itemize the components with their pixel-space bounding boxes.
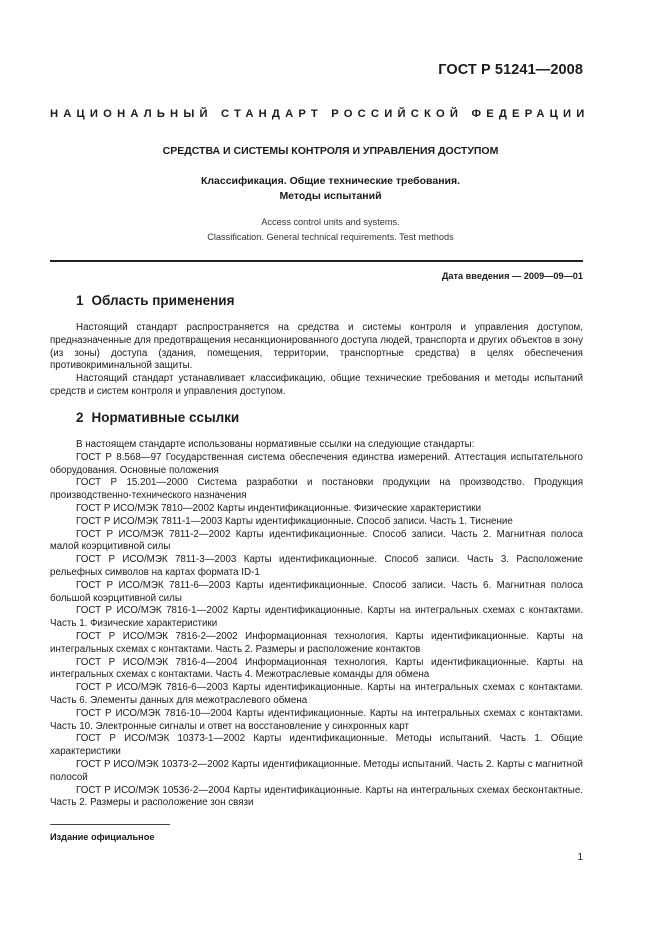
- page-number: 1: [577, 852, 583, 863]
- document-id: ГОСТ Р 51241—2008: [438, 62, 583, 78]
- english-title-line-2: Classification. General technical requirements. Test methods: [207, 232, 454, 242]
- document-title: СРЕДСТВА И СИСТЕМЫ КОНТРОЛЯ И УПРАВЛЕНИЯ ДОСТУПОМ: [162, 145, 499, 157]
- section-body: [50, 439, 583, 810]
- reference-item: ГОСТ Р ИСО/МЭК 10373-2—2002 Карты идентификационные. Методы испытаний. Часть 2. Карты с магнитной полосой: [50, 758, 583, 783]
- english-title-line-1: Access control units and systems.: [261, 217, 400, 227]
- paragraph: Настоящий стандарт устанавливает классификацию, общие технические требования и методы испытаний средств и систем контроля и управления доступом.: [50, 373, 583, 397]
- reference-item: ГОСТ Р ИСО/МЭК 10373-1—2002 Карты идентификационные. Методы испытаний. Часть 1. Общие характеристики: [50, 733, 583, 758]
- paragraph: Настоящий стандарт распространяется на средства и системы контроля и управления доступом, предназначенные для предотвращения несанкционированного доступа людей, транспорта и других объектов в зону (из зоны) доступа (здания, помещения, территории, транспортные средства) в целях обеспечения противокриминальной защиты.: [50, 322, 583, 372]
- english-title: [0, 215, 661, 245]
- section-heading: [76, 293, 234, 308]
- official-edition-label: Издание официальное: [50, 832, 155, 842]
- title-divider: [50, 260, 583, 262]
- footer-divider: [50, 824, 170, 825]
- reference-item: ГОСТ Р ИСО/МЭК 7816-2—2002 Информационная технология. Карты идентификационные. Карты на интегральных схемах с контактами. Часть 2. Размеры и расположение контактов: [50, 630, 583, 655]
- section-title: Нормативные ссылки: [91, 410, 240, 425]
- reference-item: ГОСТ Р ИСО/МЭК 7811-1—2003 Карты идентификационные. Способ записи. Часть 1. Тиснение: [76, 515, 513, 527]
- subtitle-line-1: Классификация. Общие технические требования.: [200, 175, 461, 187]
- reference-item: ГОСТ Р 8.568—97 Государственная система обеспечения единства измерений. Аттестация испытательного оборудования. Основные положения: [50, 451, 583, 476]
- reference-item: ГОСТ Р ИСО/МЭК 7816-6—2003 Карты идентификационные. Карты на интегральных схемах с контактами. Часть 6. Элементы данных для межотраслевого обмена: [50, 682, 583, 706]
- reference-item: ГОСТ Р ИСО/МЭК 7810—2002 Карты индентификационные. Физические характеристики: [76, 502, 482, 514]
- paragraph: В настоящем стандарте использованы нормативные ссылки на следующие стандарты:: [76, 439, 475, 450]
- reference-item: ГОСТ Р ИСО/МЭК 7816-4—2004 Информационная технология. Карты идентификационные. Карты на интегральных схемах с контактами. Часть 4. Межотраслевые команды для обмена: [50, 656, 583, 681]
- section-body: [50, 322, 583, 399]
- section-number: 2: [76, 410, 84, 425]
- reference-item: ГОСТ Р 15.201—2000 Система разработки и постановки продукции на производство. Продукция производственно-технического назначения: [50, 477, 583, 502]
- reference-item: ГОСТ Р ИСО/МЭК 7811-2—2002 Карты идентификационные. Способ записи. Часть 2. Магнитная полоса малой коэрцитивной силы: [50, 528, 583, 553]
- reference-item: ГОСТ Р ИСО/МЭК 7811-3—2003 Карты идентификационные. Способ записи. Часть 3. Расположение рельефных символов на картах формата ID-1: [50, 554, 583, 578]
- document-subtitle: [0, 174, 661, 204]
- introduction-date: Дата введения — 2009—09—01: [441, 271, 583, 281]
- reference-item: ГОСТ Р ИСО/МЭК 7816-1—2002 Карты идентификационные. Карты на интегральных схемах с контактами. Часть 1. Физические характеристики: [50, 605, 583, 630]
- reference-item: ГОСТ Р ИСО/МЭК 7811-6—2003 Карты идентификационные. Способ записи. Часть 6. Магнитная полоса большой коэрцитивной силы: [50, 579, 583, 604]
- section-number: 1: [76, 293, 84, 308]
- national-standard-heading: НАЦИОНАЛЬНЫЙ СТАНДАРТ РОССИЙСКОЙ ФЕДЕРАЦИИ: [50, 108, 590, 120]
- subtitle-line-2: Методы испытаний: [279, 190, 382, 202]
- section-heading: [76, 410, 239, 425]
- section-title: Область применения: [91, 293, 235, 308]
- reference-item: ГОСТ Р ИСО/МЭК 10536-2—2004 Карты идентификационные. Карты на интегральных схемах бесконтактные. Часть 2. Размеры и расположение зон связи: [50, 784, 583, 809]
- reference-item: ГОСТ Р ИСО/МЭК 7816-10—2004 Карты идентификационные. Карты на интегральных схемах с контактами. Часть 10. Электронные сигналы и ответ на восстановление у синхронных карт: [50, 707, 583, 732]
